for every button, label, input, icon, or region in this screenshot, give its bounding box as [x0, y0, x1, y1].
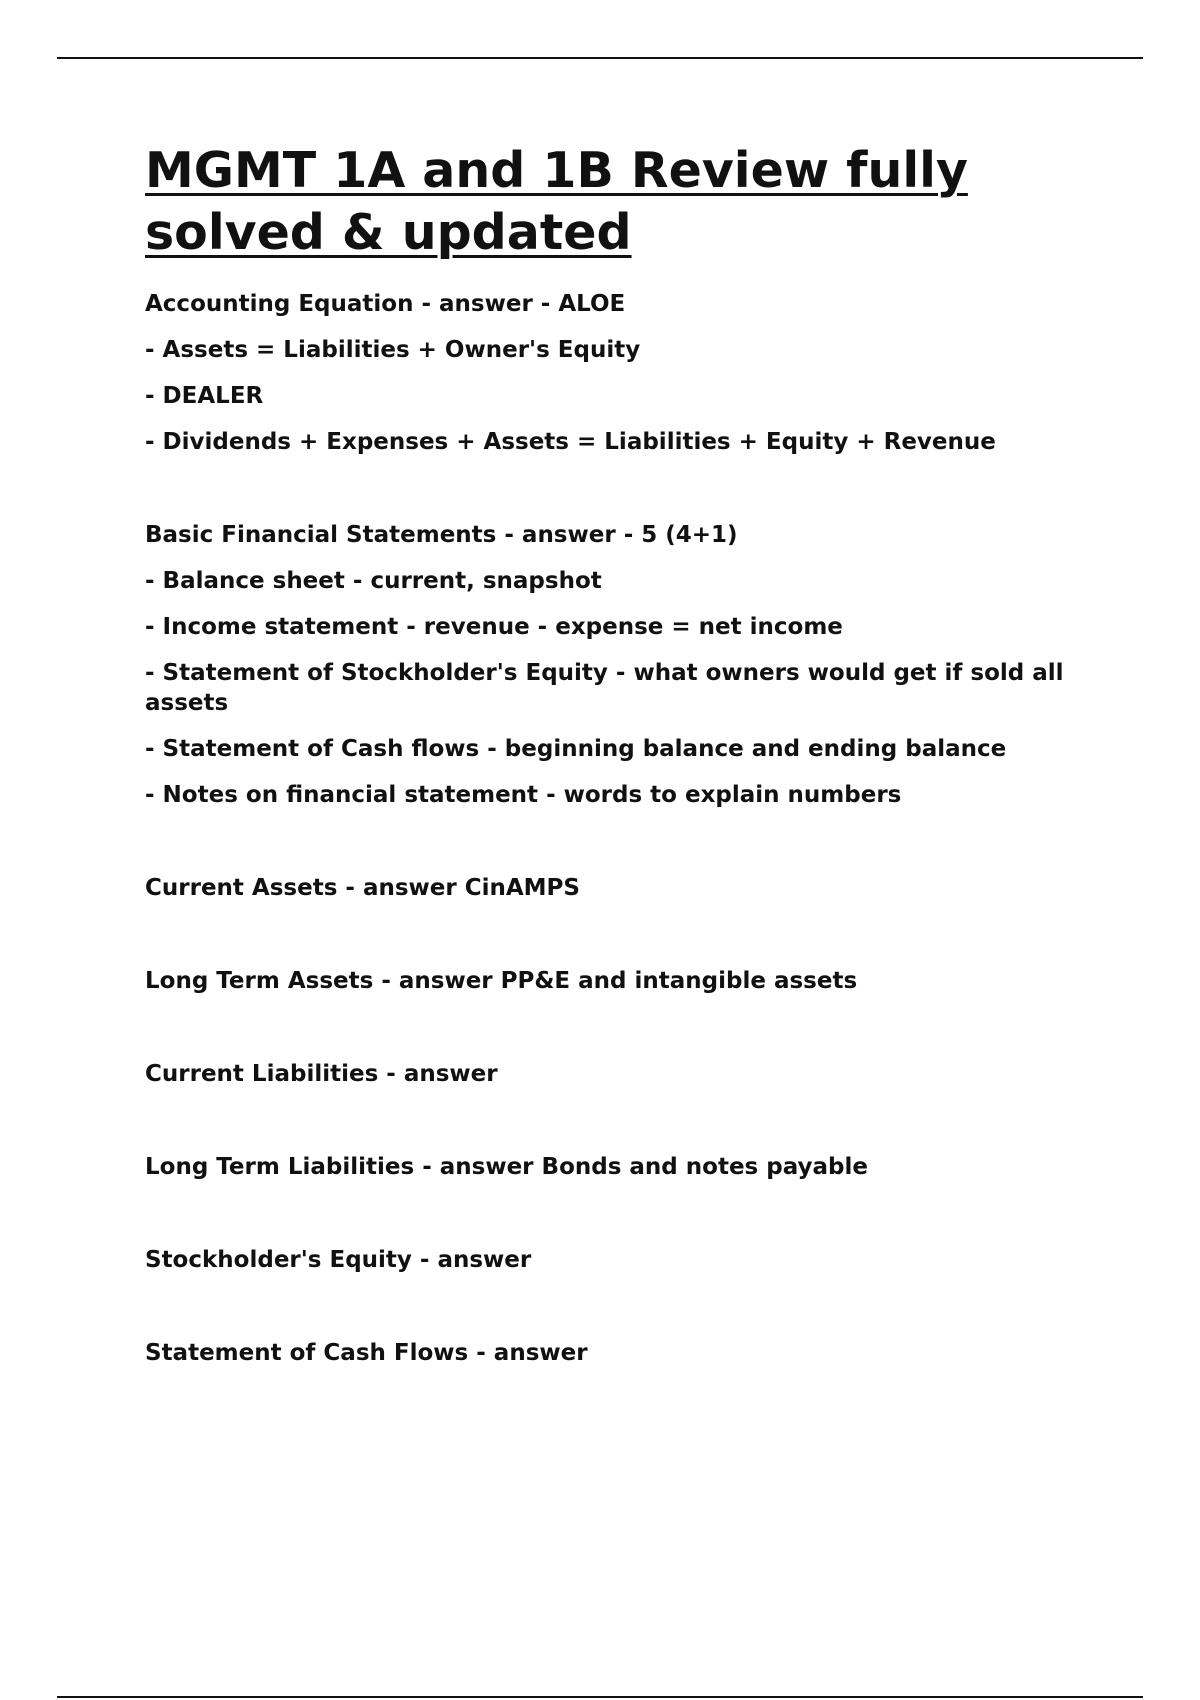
answer-line: - Assets = Liabilities + Owner's Equity	[145, 337, 641, 363]
term-long-term-liabilities: Long Term Liabilities - answer Bonds and notes payable	[145, 1154, 868, 1180]
section-stockholders-equity	[145, 1245, 1085, 1291]
term-current-assets: Current Assets - answer CinAMPS	[145, 875, 580, 901]
term-accounting-equation: Accounting Equation - answer - ALOE	[145, 291, 626, 317]
answer-line: - Income statement - revenue - expense = net income	[145, 614, 843, 640]
section-current-assets	[145, 873, 1085, 919]
section-statement-of-cash-flows	[145, 1338, 1085, 1384]
term-basic-financial-statements: Basic Financial Statements - answer - 5 (4+1)	[145, 522, 738, 548]
term-current-liabilities: Current Liabilities - answer	[145, 1061, 498, 1087]
answer-line: - Notes on financial statement - words to explain numbers	[145, 782, 902, 808]
term-stockholders-equity: Stockholder's Equity - answer	[145, 1247, 532, 1273]
bottom-rule	[57, 1696, 1143, 1698]
section-long-term-liabilities	[145, 1152, 1085, 1198]
term-long-term-assets: Long Term Assets - answer PP&E and intangible assets	[145, 968, 858, 994]
section-accounting-equation	[145, 289, 1085, 473]
top-rule	[57, 57, 1143, 59]
answer-line: - Balance sheet - current, snapshot	[145, 568, 602, 594]
section-basic-financial-statements	[145, 520, 1085, 826]
document-body	[145, 140, 1085, 1384]
answer-line: - Statement of Cash flows - beginning balance and ending balance	[145, 736, 1007, 762]
answer-line: - DEALER	[145, 383, 264, 409]
section-long-term-assets	[145, 966, 1085, 1012]
answer-line: - Statement of Stockholder's Equity - what owners would get if sold all assets	[145, 660, 1064, 716]
term-statement-of-cash-flows: Statement of Cash Flows - answer	[145, 1340, 588, 1366]
document-title: MGMT 1A and 1B Review fully solved & updated	[145, 142, 968, 261]
answer-line: - Dividends + Expenses + Assets = Liabilities + Equity + Revenue	[145, 429, 996, 455]
section-current-liabilities	[145, 1059, 1085, 1105]
